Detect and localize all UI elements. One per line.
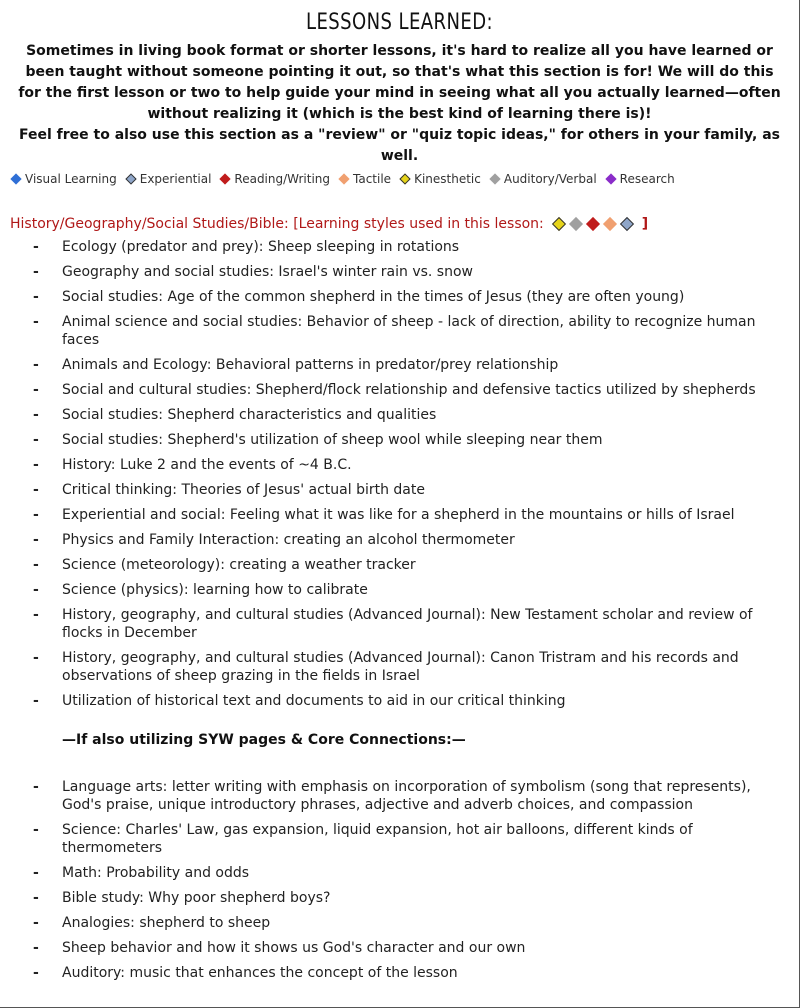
bullet-dash: - bbox=[33, 915, 39, 931]
legend-label: Research bbox=[619, 172, 675, 186]
bullet-dash: - bbox=[33, 532, 39, 548]
diamond-icon bbox=[399, 173, 410, 184]
diamond-icon bbox=[620, 217, 634, 231]
bullet-dash: - bbox=[33, 432, 39, 448]
list-item-text: Animals and Ecology: Behavioral patterns in predator/prey relationship bbox=[62, 357, 559, 373]
bullet-dash: - bbox=[33, 693, 39, 709]
legend-label: Tactile bbox=[353, 172, 392, 186]
diamond-icon bbox=[586, 217, 600, 231]
list-item-text: Social and cultural studies: Shepherd/flock relationship and defensive tactics utilized by shepherds bbox=[62, 382, 756, 398]
diamond-icon bbox=[489, 173, 500, 184]
bullet-dash: - bbox=[33, 582, 39, 598]
styles-used-icons bbox=[552, 219, 634, 229]
syw-subheading: —If also utilizing SYW pages & Core Connections:— bbox=[62, 732, 466, 748]
syw-items-list bbox=[0, 778, 799, 982]
list-item-text: Critical thinking: Theories of Jesus' actual birth date bbox=[62, 482, 425, 498]
list-item bbox=[0, 778, 799, 814]
bullet-dash: - bbox=[33, 457, 39, 473]
bullet-dash: - bbox=[33, 507, 39, 523]
section-heading bbox=[10, 216, 799, 232]
list-item-text: History: Luke 2 and the events of ~4 B.C. bbox=[62, 457, 352, 473]
list-item-text: Science (meteorology): creating a weather tracker bbox=[62, 557, 416, 573]
list-item-text: Social studies: Age of the common shepherd in the times of Jesus (they are often young) bbox=[62, 289, 685, 305]
bullet-dash: - bbox=[33, 865, 39, 881]
list-item bbox=[0, 481, 799, 499]
intro-paragraph-1: Sometimes in living book format or shorter lessons, it's hard to realize all you have learned or been taught without someone pointing it out, so that's what this section is for! We will do this for the first lesson or two to help guide your mind in seeing what all you actually learned—often without realizing it (which is the best kind of learning there is)! bbox=[18, 43, 781, 122]
list-item bbox=[0, 964, 799, 982]
list-item bbox=[0, 939, 799, 957]
bullet-dash: - bbox=[33, 779, 39, 795]
legend-item bbox=[399, 172, 481, 186]
list-item bbox=[0, 914, 799, 932]
closing-bracket: ] bbox=[641, 216, 649, 232]
legend-item bbox=[489, 172, 597, 186]
list-item bbox=[0, 263, 799, 281]
list-item bbox=[0, 606, 799, 642]
bullet-dash: - bbox=[33, 407, 39, 423]
bullet-dash: - bbox=[33, 965, 39, 981]
bullet-dash: - bbox=[33, 357, 39, 373]
bullet-dash: - bbox=[33, 314, 39, 330]
diamond-icon bbox=[569, 217, 583, 231]
list-item-text: Science (physics): learning how to calibrate bbox=[62, 582, 368, 598]
list-item-text: History, geography, and cultural studies (Advanced Journal): Canon Tristram and his records and observations of sheep grazing in the fields in Israel bbox=[62, 650, 739, 684]
legend-label: Auditory/Verbal bbox=[503, 172, 597, 186]
list-item bbox=[0, 313, 799, 349]
bullet-dash: - bbox=[33, 264, 39, 280]
list-item-text: Science: Charles' Law, gas expansion, liquid expansion, hot air balloons, different kinds of thermometers bbox=[62, 822, 693, 856]
list-item-text: Ecology (predator and prey): Sheep sleeping in rotations bbox=[62, 239, 460, 255]
diamond-icon bbox=[338, 173, 349, 184]
legend-item bbox=[125, 172, 212, 186]
diamond-icon bbox=[603, 217, 617, 231]
list-item bbox=[0, 356, 799, 374]
legend-label: Reading/Writing bbox=[234, 172, 331, 186]
list-item-text: Utilization of historical text and documents to aid in our critical thinking bbox=[62, 693, 566, 709]
list-item bbox=[0, 889, 799, 907]
bullet-dash: - bbox=[33, 822, 39, 838]
list-item-text: Animal science and social studies: Behavior of sheep - lack of direction, ability to recognize human faces bbox=[62, 314, 756, 348]
legend-item bbox=[338, 172, 391, 186]
bullet-dash: - bbox=[33, 239, 39, 255]
bullet-dash: - bbox=[33, 482, 39, 498]
bullet-dash: - bbox=[33, 557, 39, 573]
list-item bbox=[0, 381, 799, 399]
bullet-dash: - bbox=[33, 940, 39, 956]
legend-label: Visual Learning bbox=[25, 172, 117, 186]
legend-label: Experiential bbox=[139, 172, 212, 186]
lesson-items-list bbox=[0, 238, 799, 710]
legend-label: Kinesthetic bbox=[414, 172, 481, 186]
legend-item bbox=[10, 172, 117, 186]
legend-item bbox=[605, 172, 675, 186]
legend-item bbox=[219, 172, 330, 186]
diamond-icon bbox=[605, 173, 616, 184]
list-item-text: Language arts: letter writing with emphasis on incorporation of symbolism (song that represents), God's praise, unique introductory phrases, adjective and adverb choices, and compassion bbox=[62, 779, 751, 813]
list-item-text: Experiential and social: Feeling what it was like for a shepherd in the mountains or hills of Israel bbox=[62, 507, 735, 523]
list-item bbox=[0, 506, 799, 524]
diamond-icon bbox=[10, 173, 21, 184]
list-item bbox=[0, 406, 799, 424]
list-item-text: Sheep behavior and how it shows us God's character and our own bbox=[62, 940, 526, 956]
list-item-text: Auditory: music that enhances the concept of the lesson bbox=[62, 965, 458, 981]
list-item bbox=[0, 288, 799, 306]
list-item bbox=[0, 821, 799, 857]
list-item bbox=[0, 531, 799, 549]
list-item bbox=[0, 556, 799, 574]
list-item-text: Social studies: Shepherd's utilization of sheep wool while sleeping near them bbox=[62, 432, 603, 448]
bullet-dash: - bbox=[33, 650, 39, 666]
page-title: LESSONS LEARNED: bbox=[306, 10, 493, 35]
list-item-text: Social studies: Shepherd characteristics and qualities bbox=[62, 407, 437, 423]
bullet-dash: - bbox=[33, 607, 39, 623]
intro-paragraph-2: Feel free to also use this section as a "review" or "quiz topic ideas," for others in your family, as well. bbox=[19, 127, 780, 164]
list-item-text: Math: Probability and odds bbox=[62, 865, 250, 881]
list-item bbox=[0, 238, 799, 256]
list-item-text: Physics and Family Interaction: creating an alcohol thermometer bbox=[62, 532, 515, 548]
list-item bbox=[0, 456, 799, 474]
bullet-dash: - bbox=[33, 289, 39, 305]
diamond-icon bbox=[552, 217, 566, 231]
list-item-text: Geography and social studies: Israel's winter rain vs. snow bbox=[62, 264, 473, 280]
bullet-dash: - bbox=[33, 382, 39, 398]
list-item bbox=[0, 431, 799, 449]
list-item bbox=[0, 581, 799, 599]
list-item bbox=[0, 692, 799, 710]
list-item-text: Analogies: shepherd to sheep bbox=[62, 915, 271, 931]
diamond-icon bbox=[220, 173, 231, 184]
list-item bbox=[0, 649, 799, 685]
list-item bbox=[0, 864, 799, 882]
bullet-dash: - bbox=[33, 890, 39, 906]
learning-styles-legend bbox=[10, 172, 799, 186]
diamond-icon bbox=[125, 173, 136, 184]
section-heading-text: History/Geography/Social Studies/Bible: [Learning styles used in this lesson: bbox=[10, 216, 544, 232]
intro-text bbox=[12, 41, 787, 167]
list-item-text: Bible study: Why poor shepherd boys? bbox=[62, 890, 331, 906]
list-item-text: History, geography, and cultural studies (Advanced Journal): New Testament scholar and review of flocks in December bbox=[62, 607, 753, 641]
